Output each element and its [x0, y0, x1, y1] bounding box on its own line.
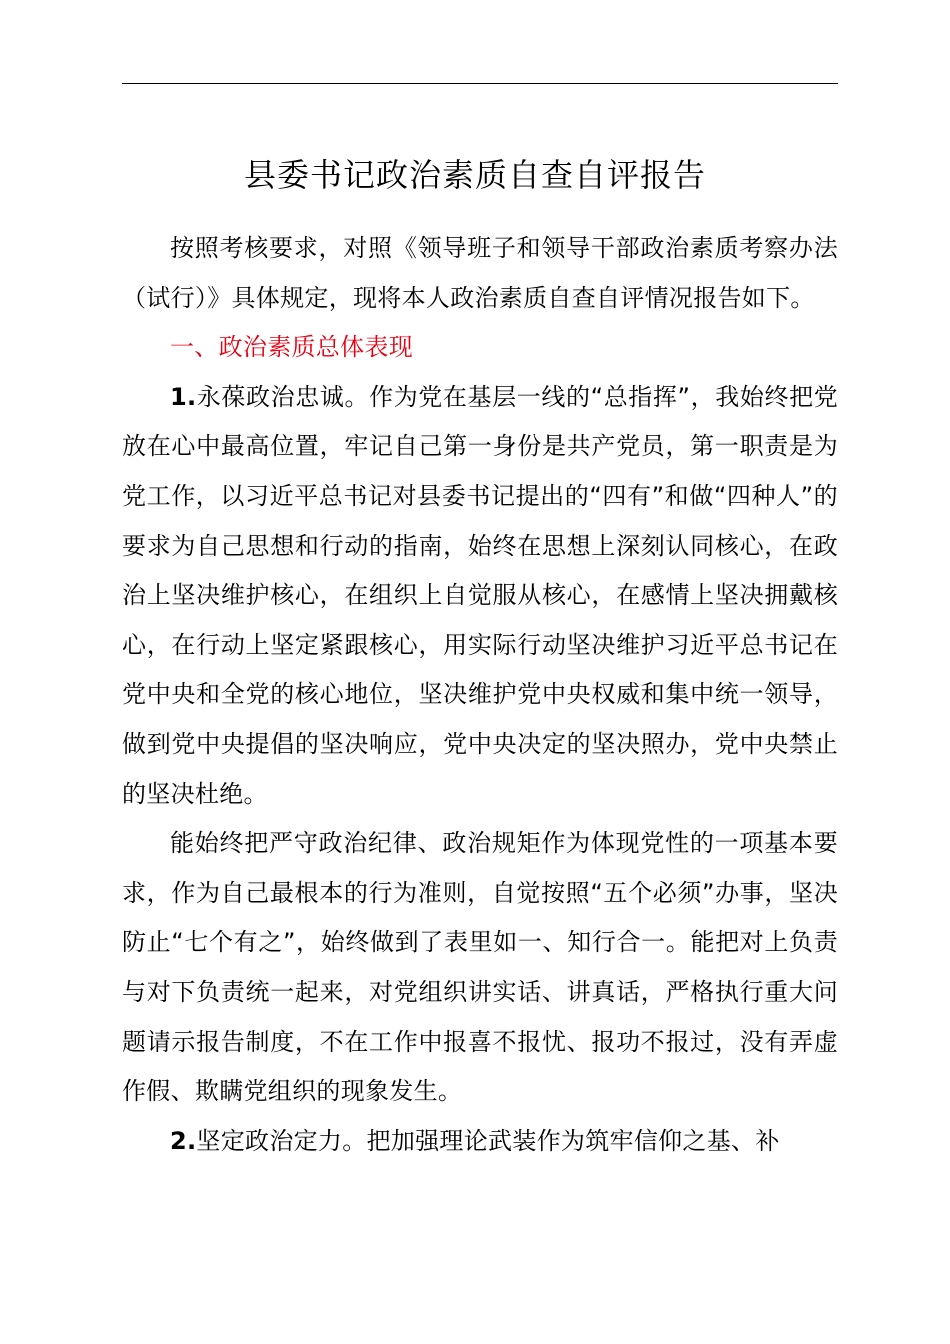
item-1-text: 永葆政治忠诚。作为党在基层一线的“总指挥”，我始终把党放在心中最高位置，牢记自己第一身份是共产党员，第一职责是为党工作，以习近平总书记对县委书记提出的“四有”和做“四种人”的要求为自己思想和行动的指南，始终在思想上深刻认同核心，在政治上坚决维护核心，在组织上自觉服从核心，在感情上坚决拥戴核心，在行动上坚定紧跟核心，用实际行动坚决维护习近平总书记在党中央和全党的核心地位，坚决维护党中央权威和集中统一领导，做到党中央提倡的坚决响应，党中央决定的坚决照办，党中央禁止的坚决杜绝。 — [122, 382, 838, 808]
document-title: 县委书记政治素质自查自评报告 — [243, 156, 706, 194]
item-2-number: 2. — [170, 1126, 197, 1155]
paragraph-2: 能始终把严守政治纪律、政治规矩作为体现党性的一项基本要求，作为自己最根本的行为准则，自觉按照“五个必须”办事，坚决防止“七个有之”，始终做到了表里如一、知行合一。能把对上负责与对下负责统一起来，对党组织讲实话、讲真话，严格执行重大问题请示报告制度，不在工作中报喜不报忧、报功不报过，没有弄虚作假、欺瞒党组织的现象发生。 — [122, 829, 838, 1106]
intro-paragraph: 按照考核要求，对照《领导班子和领导干部政治素质考察办法（试行）》具体规定，现将本人政治素质自查自评情况报告如下。 — [122, 234, 838, 312]
header-rule — [122, 83, 838, 84]
item-2-text: 坚定政治定力。把加强理论武装作为筑牢信仰之基、补 — [196, 1126, 780, 1155]
item-1-paragraph — [122, 373, 838, 819]
section-heading: 一、政治素质总体表现 — [170, 333, 413, 362]
item-1-number: 1. — [170, 382, 197, 411]
document-body — [122, 224, 838, 1166]
item-2-paragraph — [122, 1117, 838, 1167]
